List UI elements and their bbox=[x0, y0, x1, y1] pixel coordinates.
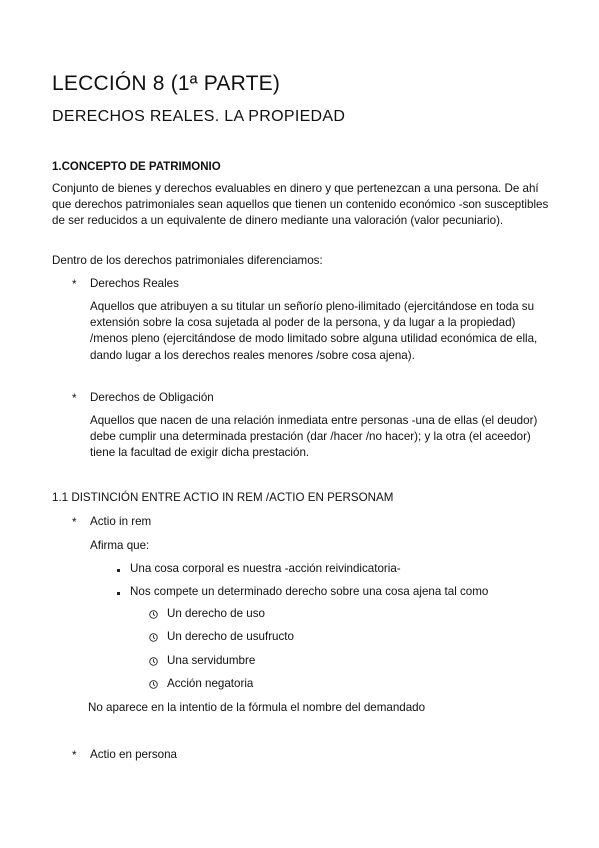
bullet-marker: * bbox=[72, 516, 77, 529]
bullet-marker: * bbox=[72, 392, 77, 405]
sub-item: Nos compete un determinado derecho sobre una cosa ajena tal como bbox=[130, 585, 489, 598]
item-label-derechos-reales: Derechos Reales bbox=[90, 277, 179, 290]
item-note: No aparece en la intentio de la fórmula el nombre del demandado bbox=[88, 701, 426, 714]
item-label-actio-en-persona: Actio en persona bbox=[90, 748, 178, 761]
clock-bullet-icon bbox=[149, 657, 158, 666]
clock-bullet-icon bbox=[149, 610, 158, 619]
page-title: LECCIÓN 8 (1ª PARTE) bbox=[52, 72, 281, 95]
square-bullet-icon bbox=[117, 569, 120, 572]
clock-bullet-icon bbox=[149, 633, 158, 642]
item-label-actio-in-rem: Actio in rem bbox=[90, 515, 152, 528]
item-lead-afirma: Afirma que: bbox=[90, 539, 150, 552]
bullet-marker: * bbox=[72, 278, 77, 291]
intro-paragraph: Conjunto de bienes y derechos evaluables en dinero y que pertenezcan a una persona. De ahí que derechos patrimoniales sean aquellos que tienen un contenido económico -son susceptibles de ser reducidos a un equivalente de dinero mediante una valoración (valor pecuniario). bbox=[52, 182, 549, 228]
sub-sub-item: Una servidumbre bbox=[167, 654, 256, 667]
square-bullet-icon bbox=[117, 592, 120, 595]
sub-item: Una cosa corporal es nuestra -acción reivindicatoria- bbox=[130, 562, 401, 575]
lead-paragraph: Dentro de los derechos patrimoniales diferenciamos: bbox=[52, 254, 323, 267]
sub-sub-item: Un derecho de uso bbox=[167, 607, 265, 620]
clock-bullet-icon bbox=[149, 680, 158, 689]
item-body-derechos-obligacion: Aquellos que nacen de una relación inmediata entre personas -una de ellas (el deudor) debe cumplir una determinada prestación (dar /hacer /no hacer); y la otra (el aceedor) tiene la facultad de exigir dicha prestación. bbox=[90, 414, 538, 460]
sub-sub-item: Un derecho de usufructo bbox=[167, 630, 294, 643]
item-body-derechos-reales: Aquellos que atribuyen a su titular un señorío pleno-ilimitado (ejercitándose en toda su extensión sobre la cosa sujetada al poder de la persona, y da lugar a la propiedad) /menos pleno (ejercitándose de modo limitado sobre alguna utilidad económica de ella, dando lugar a los derechos reales menores /sobre cosa ajena). bbox=[90, 300, 538, 362]
bullet-marker: * bbox=[72, 749, 77, 762]
item-label-derechos-obligacion: Derechos de Obligación bbox=[90, 391, 214, 404]
section-heading-distincion: 1.1 DISTINCIÓN ENTRE ACTIO IN REM /ACTIO EN PERSONAM bbox=[52, 491, 394, 504]
section-heading-patrimonio: 1.CONCEPTO DE PATRIMONIO bbox=[52, 161, 221, 173]
page-subtitle: DERECHOS REALES. LA PROPIEDAD bbox=[52, 108, 346, 125]
sub-sub-item: Acción negatoria bbox=[167, 677, 254, 690]
